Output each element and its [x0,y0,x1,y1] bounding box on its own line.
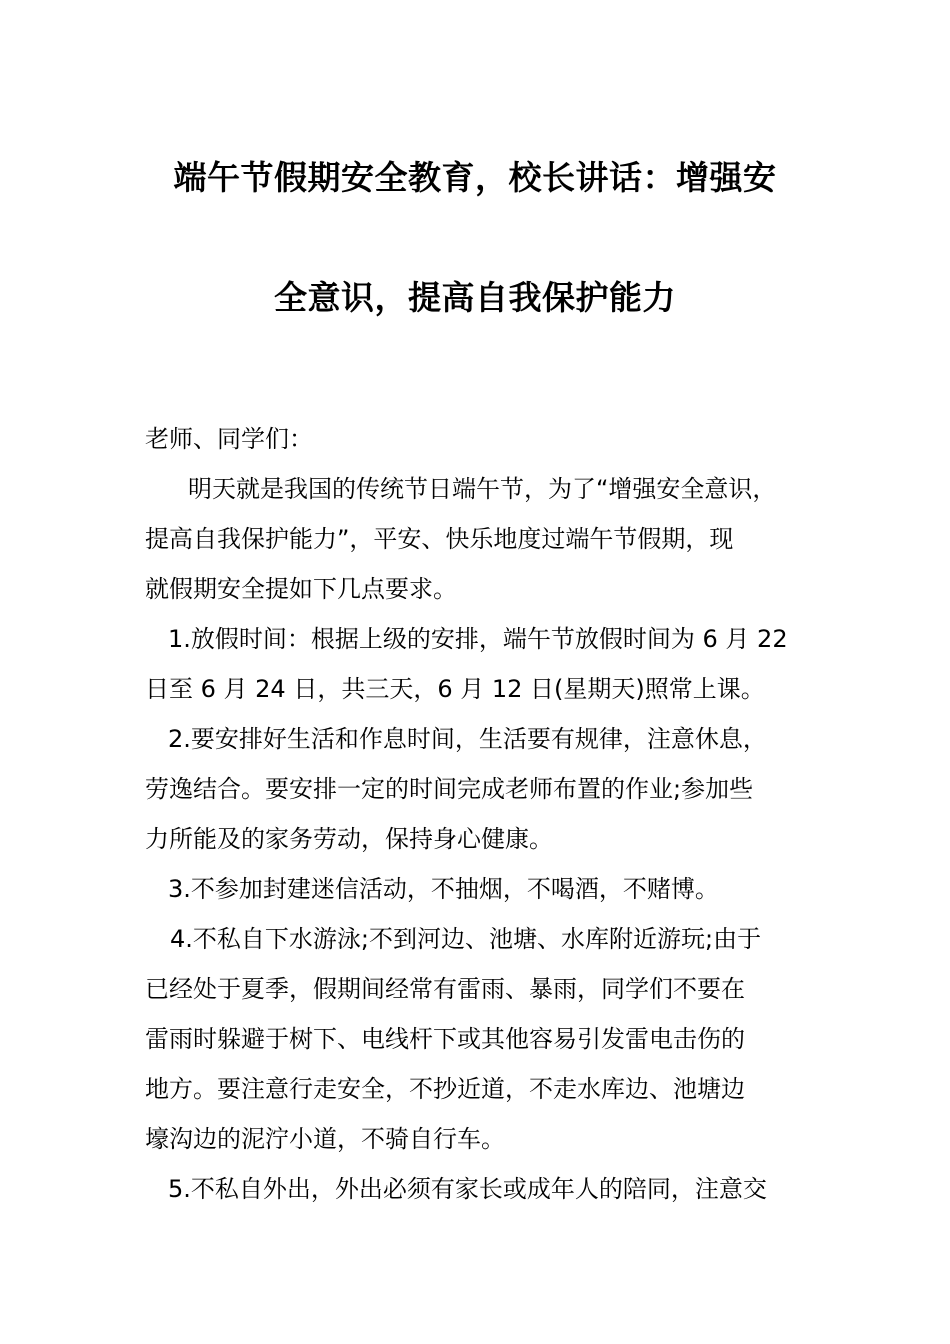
item-2-line-2: 劳逸结合。要安排一定的时间完成老师布置的作业;参加些 [145,775,754,803]
document-title-line-2: 全意识，提高自我保护能力 [274,278,676,317]
item-2-line-3: 力所能及的家务劳动，保持身心健康。 [145,825,553,853]
item-1-line-2: 日至 6 月 24 日，共三天，6 月 12 日(星期天)照常上课。 [145,675,765,703]
item-4-line-3: 雷雨时躲避于树下、电线杆下或其他容易引发雷电击伤的 [145,1025,745,1053]
body-line-intro-2: 提高自我保护能力”，平安、快乐地度过端午节假期，现 [145,525,734,553]
item-3-line-1: 3.不参加封建迷信活动，不抽烟，不喝酒，不赌博。 [168,875,719,903]
item-2-line-1: 2.要安排好生活和作息时间，生活要有规律，注意休息， [168,725,767,753]
item-4-line-4: 地方。要注意行走安全，不抄近道，不走水库边、池塘边 [145,1075,745,1103]
body-line-intro-3: 就假期安全提如下几点要求。 [145,575,457,603]
salutation: 老师、同学们： [145,425,313,453]
item-4-line-1: 4.不私自下水游泳;不到河边、池塘、水库附近游玩;由于 [170,925,762,953]
item-4-line-2: 已经处于夏季，假期间经常有雷雨、暴雨，同学们不要在 [145,975,745,1003]
body-line-intro-1: 明天就是我国的传统节日端午节，为了“增强安全意识， [188,475,777,503]
item-4-line-5: 壕沟边的泥泞小道，不骑自行车。 [145,1125,505,1153]
item-1-line-1: 1.放假时间：根据上级的安排，端午节放假时间为 6 月 22 [168,625,788,653]
document-title-line-1: 端午节假期安全教育，校长讲话：增强安 [173,158,777,197]
item-5-line-1: 5.不私自外出，外出必须有家长或成年人的陪同，注意交 [168,1175,767,1203]
